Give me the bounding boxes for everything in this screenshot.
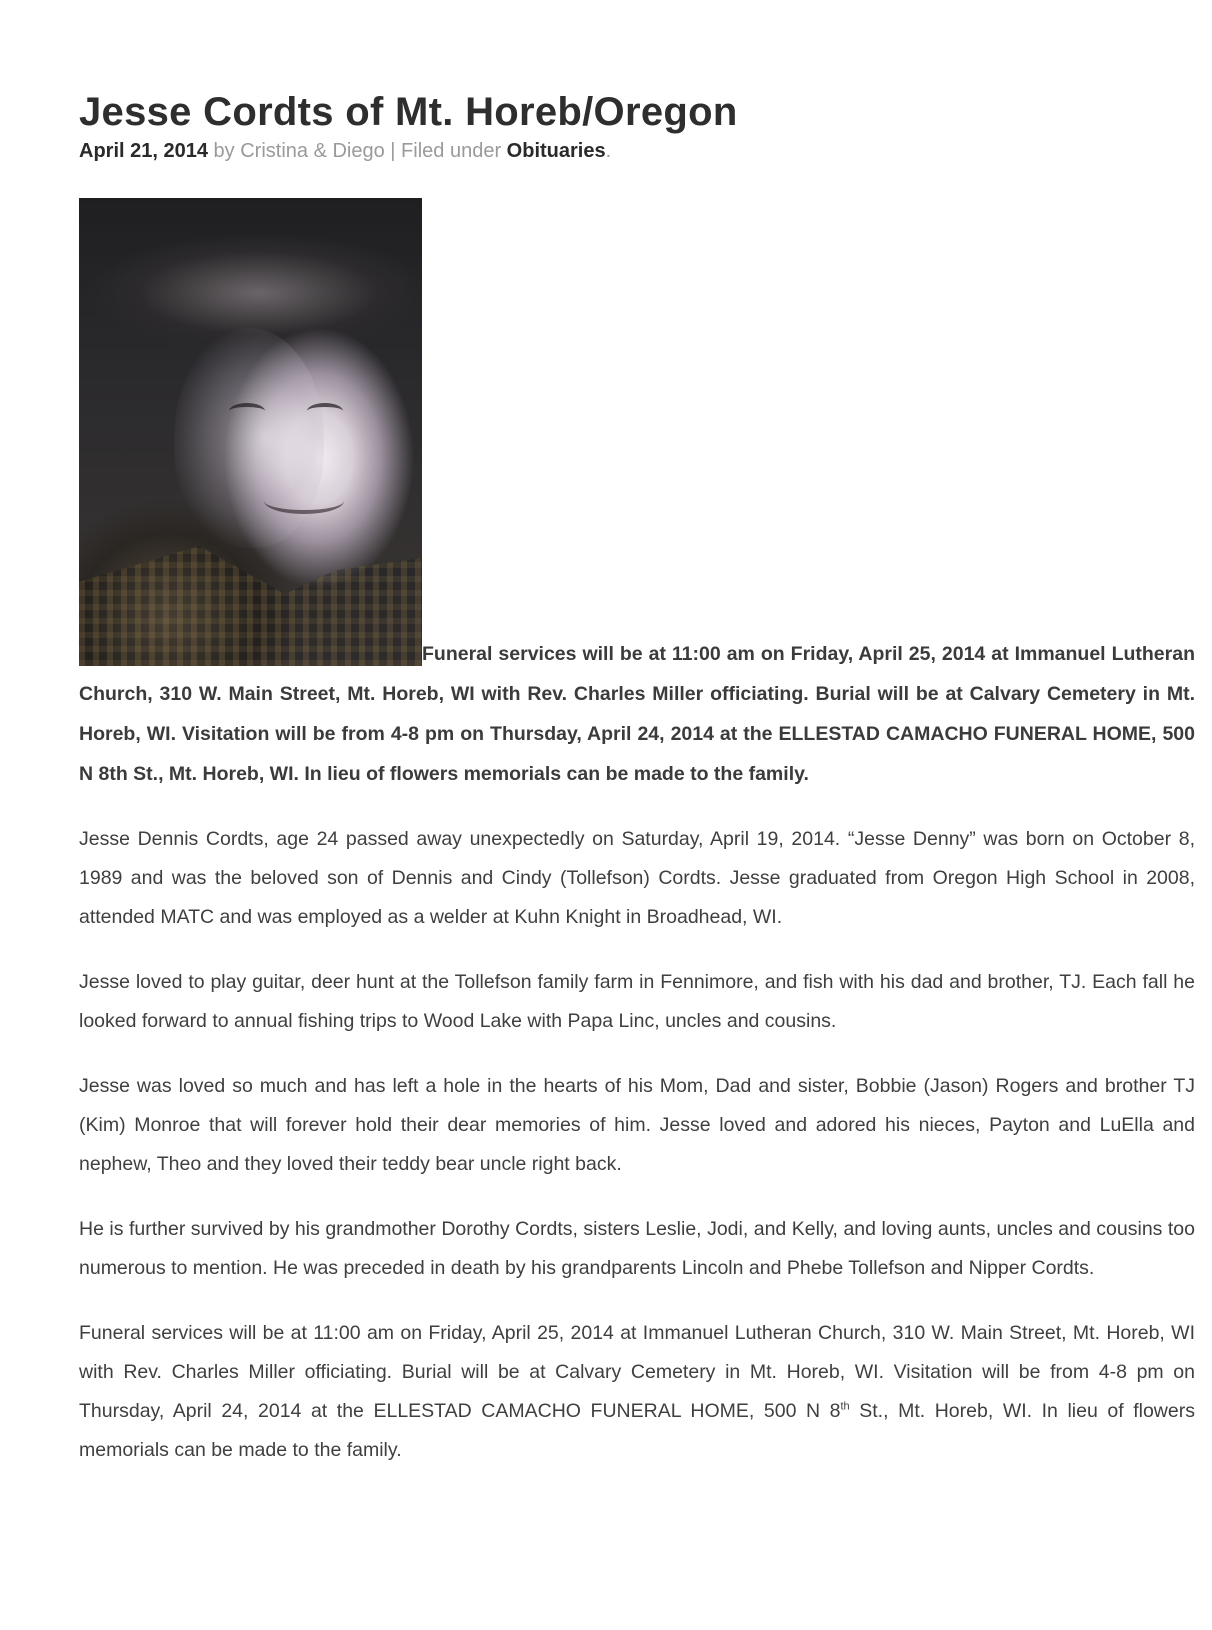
category-link[interactable]: Obituaries (506, 140, 606, 162)
photo-eye-left (229, 403, 265, 419)
ordinal-suffix: th (840, 1400, 850, 1413)
obituary-article (79, 88, 1195, 1470)
photo-eye-right (307, 403, 343, 419)
lead-paragraph (79, 198, 1195, 794)
post-date: April 21, 2014 (79, 140, 208, 162)
by-label: by (213, 140, 235, 162)
photo-plaid-shirt (79, 546, 422, 666)
filed-under-label: | Filed under (390, 140, 502, 162)
meta-period: . (605, 140, 612, 162)
article-meta (79, 138, 1195, 164)
paragraph-hobbies: Jesse loved to play guitar, deer hunt at the Tollefson family farm in Fennimore, and fish with his dad and brother, TJ. Each fall he looked forward to annual fishing trips to Wood Lake with Papa Linc, uncles and cousins. (79, 971, 1195, 1032)
photo-smile (264, 488, 344, 514)
author-link[interactable]: Cristina & Diego (240, 140, 385, 162)
paragraph-survivors: He is further survived by his grandmother Dorothy Cordts, sisters Leslie, Jodi, and Kelly, and loving aunts, uncles and cousins too numerous to mention. He was preceded in death by his grandparents Lincoln and Phebe Tollefson and Nipper Cordts. (79, 1218, 1195, 1279)
photo-face (174, 328, 324, 548)
paragraph-services (79, 1314, 1195, 1470)
paragraph-family: Jesse was loved so much and has left a hole in the hearts of his Mom, Dad and sister, Bobbie (Jason) Rogers and brother TJ (Kim) Monroe that will forever hold their dear memories of him. Jesse loved and adored his nieces, Payton and LuElla and nephew, Theo and they loved their teddy bear uncle right back. (79, 1075, 1195, 1175)
paragraph-biography: Jesse Dennis Cordts, age 24 passed away unexpectedly on Saturday, April 19, 2014. “Jesse Denny” was born on October 8, 1989 and was the beloved son of Dennis and Cindy (Tollefson) Cordts. Jesse graduated from Oregon High School in 2008, attended MATC and was employed as a welder at Kuhn Knight in Broadhead, WI. (79, 828, 1195, 928)
services-text: Funeral services will be at 11:00 am on Friday, April 25, 2014 at Immanuel Lutheran Church, 310 W. Main Street, Mt. Horeb, WI with Rev. Charles Miller officiating. Burial will be at Calvary Cemetery in Mt. Horeb, WI. Visitation will be from 4-8 pm on Thursday, April 24, 2014 at the ELLESTAD CAMACHO FUNERAL HOME, 500 N 8 (79, 1322, 1195, 1422)
services-text-end: St., Mt. Horeb, WI. In lieu of flowers memorials can be made to the family. (79, 1400, 1195, 1461)
portrait-photo (79, 198, 422, 666)
lead-text: Funeral services will be at 11:00 am on Friday, April 25, 2014 at Immanuel Lutheran Church, 310 W. Main Street, Mt. Horeb, WI with Rev. Charles Miller officiating. Burial will be at Calvary Cemetery in Mt. Horeb, WI. Visitation will be from 4-8 pm on Thursday, April 24, 2014 at the ELLESTAD CAMACHO FUNERAL HOME, 500 N 8th St., Mt. Horeb, WI. In lieu of flowers memorials can be made to the family. (79, 643, 1195, 785)
article-title[interactable]: Jesse Cordts of Mt. Horeb/Oregon (79, 90, 738, 134)
